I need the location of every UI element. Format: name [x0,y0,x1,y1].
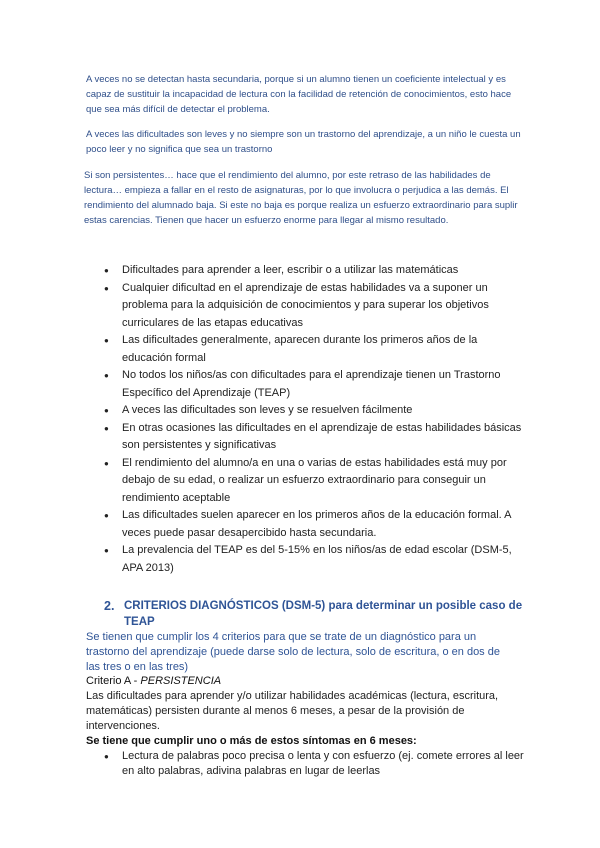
symptoms-list [104,749,524,779]
section-heading [104,598,524,630]
criterion-description: Las dificultades para aprender y/o utilizar habilidades académicas (lectura, escritura, matemáticas) persisten durante al menos 6 meses, a pesar de la provisión de intervenciones. [86,690,499,732]
list-item: ● Dificultades para aprender a leer, escribir o a utilizar las matemáticas [104,262,524,280]
list-item: ● Cualquier dificultad en el aprendizaje de estas habilidades va a suponer un problema para la adquisición de conocimientos y para superar los objetivos curriculares de las etapas educativas [104,280,524,333]
list-item: ● El rendimiento del alumno/a en una o varias de estas habilidades está muy por debajo de su edad, o realizar un esfuerzo extraordinario para conseguir un rendimiento aceptable [104,455,524,508]
criterion-prefix: Criterio A - [86,675,141,687]
paragraph-persistent-difficulties: Si son persistentes… hace que el rendimiento del alumno, por este retraso de las habilidades de lectura… empieza a fallar en el resto de asignaturas, por lo que involucra o perjudica a las demás. El rendimiento del alumnado baja. Si este no baja es porque realiza un esfuerzo extraordinario para suplir estas carencias. Tienen que hacer un esfuerzo enorme para llegar al mismo resultado. [84,170,518,226]
list-item: ● No todos los niños/as con dificultades para el aprendizaje tienen un Trastorno Específico del Aprendizaje (TEAP) [104,367,524,402]
criteria-intro: Se tienen que cumplir los 4 criterios para que se trate de un diagnóstico para un trastorno del aprendizaje (puede darse solo de lectura, solo de escritura, o en dos de las tres o en las tres) [86,631,500,673]
section-title: CRITERIOS DIAGNÓSTICOS (DSM-5) para determinar un posible caso de TEAP [124,600,523,628]
list-item: ● Lectura de palabras poco precisa o lenta y con esfuerzo (ej. comete errores al leer en alto palabras, adivina palabras en lugar de leerlas [104,749,524,779]
list-item: ● En otras ocasiones las dificultades en el aprendizaje de estas habilidades básicas son persistentes y significativas [104,420,524,455]
list-item: ● Las dificultades generalmente, aparecen durante los primeros años de la educación formal [104,332,524,367]
paragraph-secondary-detection: A veces no se detectan hasta secundaria, porque si un alumno tienen un coeficiente intelectual y es capaz de sustituir la incapacidad de lectura con la facilidad de retención de conocimientos, esto hace que sea más difícil de detectar el problema. [86,74,512,115]
list-item: ● Las dificultades suelen aparecer en los primeros años de la educación formal. A veces puede pasar desapercibido hasta secundaria. [104,507,524,542]
list-item: ● A veces las dificultades son leves y se resuelven fácilmente [104,402,524,420]
key-points-list [104,262,524,577]
criterion-label [86,674,516,689]
paragraph-mild-difficulties: A veces las dificultades son leves y no siempre son un trastorno del aprendizaje, a un niño le cuesta un poco leer y no significa que sea un trastorno [86,129,521,155]
symptoms-intro: Se tiene que cumplir uno o más de estos síntomas en 6 meses: [86,735,417,747]
criterion-name: PERSISTENCIA [140,675,222,687]
section-number: 2. [104,599,115,613]
list-item: ● La prevalencia del TEAP es del 5-15% en los niños/as de edad escolar (DSM-5, APA 2013) [104,542,524,577]
